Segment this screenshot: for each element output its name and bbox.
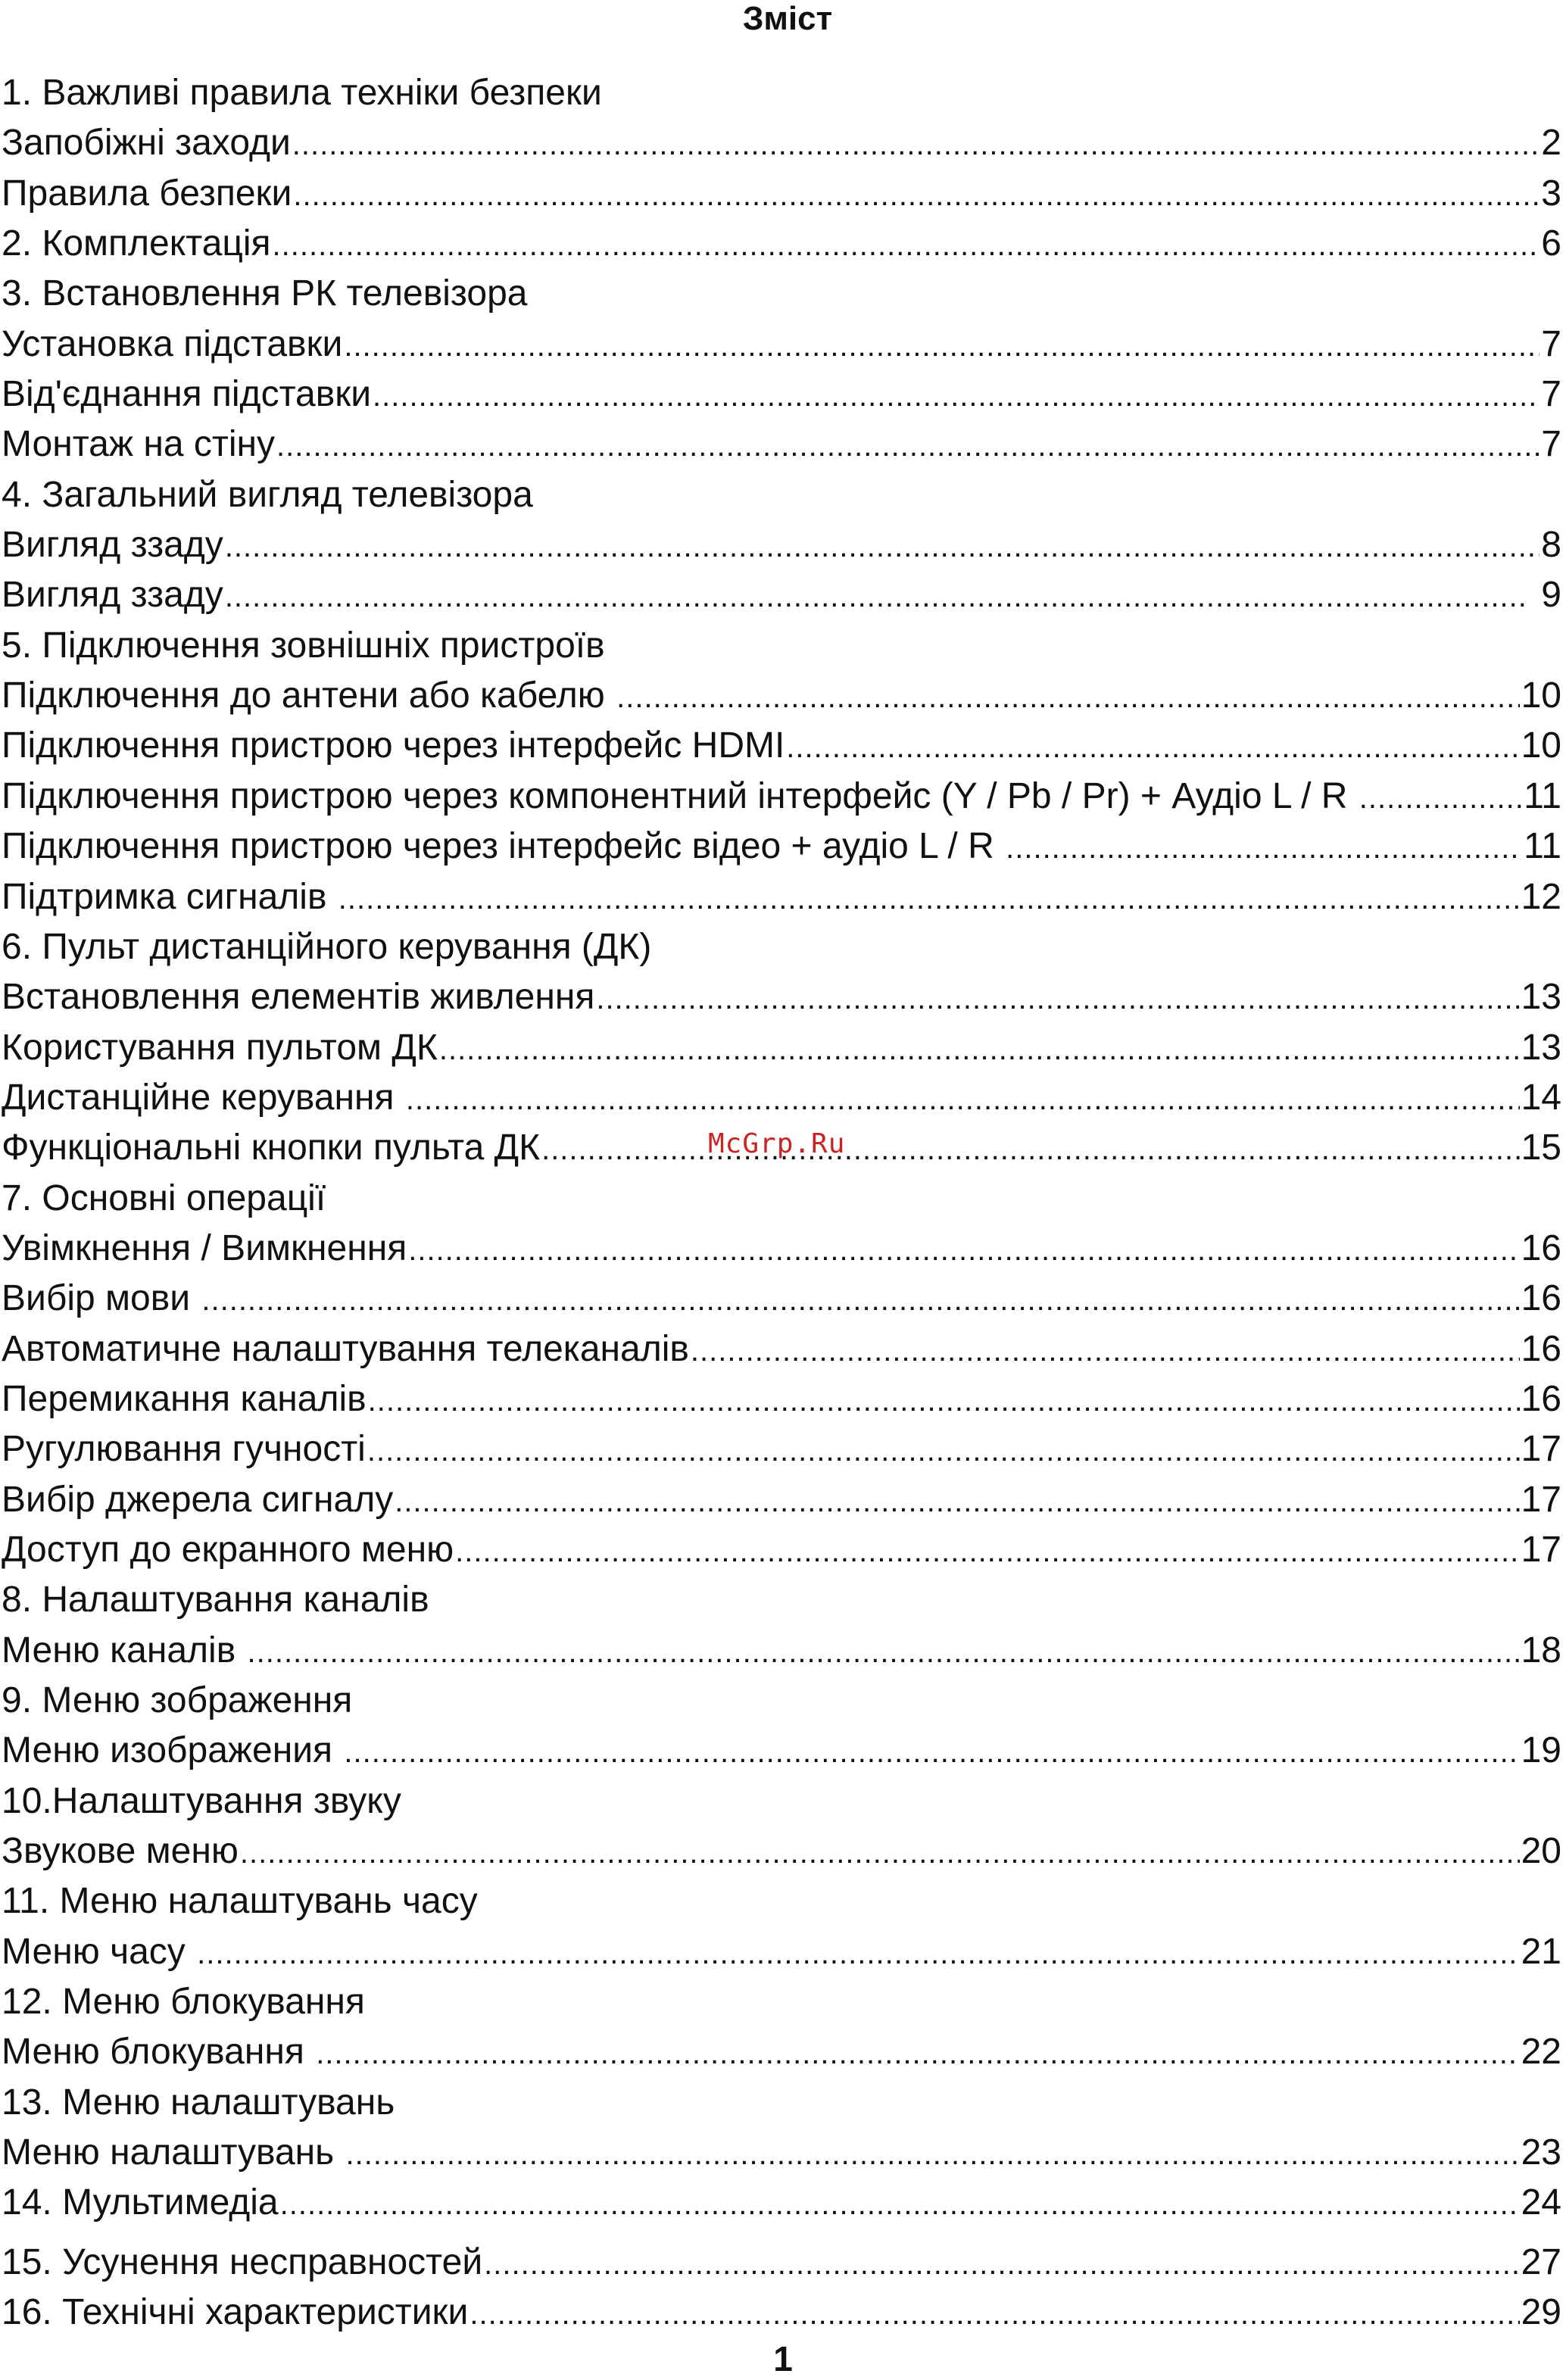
toc-entry[interactable]	[2, 1424, 1561, 1474]
toc-entry-label: Вибір мови	[2, 1278, 201, 1319]
toc-dot-leader	[292, 118, 1540, 170]
toc-entry-label: Меню изображения	[2, 1730, 343, 1771]
toc-entry-label: Автоматичне налаштування телеканалів	[2, 1328, 689, 1369]
toc-section-heading[interactable]	[2, 1776, 1561, 1826]
toc-entry-page: 16	[1521, 1227, 1561, 1268]
toc-entry-page: 13	[1521, 1027, 1561, 1068]
toc-entry-label: Ругулювання гучності	[2, 1429, 366, 1470]
toc-entry-page: 17	[1521, 1429, 1561, 1470]
toc-entry-page: 24	[1521, 2182, 1561, 2223]
toc-entry-label: Підключення пристрою через інтерфейс відео + аудіо L / R	[2, 826, 1005, 867]
toc-entry-label: 13. Меню налаштувань	[2, 2082, 395, 2123]
toc-entry-label: Звукове меню	[2, 1831, 239, 1872]
toc-entry-label: 2. Комплектація	[2, 223, 271, 264]
toc-dot-leader	[276, 420, 1539, 471]
toc-entry[interactable]	[2, 1475, 1561, 1525]
toc-entry-page: 13	[1521, 977, 1561, 1018]
toc-dot-leader	[280, 2178, 1520, 2229]
toc-entry-page: 10	[1521, 725, 1561, 766]
toc-entry[interactable]	[2, 420, 1561, 469]
toc-dot-leader	[373, 370, 1539, 421]
toc-entry[interactable]	[2, 972, 1561, 1022]
toc-entry-label: Встановлення елементів живлення	[2, 977, 595, 1018]
toc-dot-leader	[368, 1374, 1520, 1426]
toc-entry-page: 6	[1541, 223, 1561, 264]
toc-entry-label: Від'єднання підставки	[2, 374, 372, 415]
toc-entry[interactable]	[2, 1927, 1561, 1977]
toc-entry-page: 18	[1521, 1630, 1561, 1670]
toc-entry-page: 19	[1521, 1730, 1561, 1771]
toc-entry[interactable]	[2, 118, 1561, 168]
toc-entry-page: 23	[1521, 2132, 1561, 2173]
toc-entry[interactable]	[2, 721, 1561, 771]
toc-entry-page: 9	[1530, 575, 1561, 616]
toc-entry-label: 7. Основні операції	[2, 1178, 326, 1218]
toc-entry[interactable]	[2, 1224, 1561, 1274]
toc-entry[interactable]	[2, 1073, 1561, 1123]
toc-entry-label: Увімкнення / Вимкнення	[2, 1227, 407, 1268]
toc-entry-label: Вигляд ззаду	[2, 525, 223, 566]
toc-entry-page: 17	[1521, 1479, 1561, 1520]
toc-entry-page: 2	[1541, 123, 1561, 164]
toc-entry[interactable]	[2, 2128, 1561, 2178]
toc-entry-page: 3	[1541, 173, 1561, 214]
toc-section-heading[interactable]	[2, 621, 1561, 671]
toc-entry-label: Підключення пристрою через компонентний інтерфейс (Y / Pb / Pr) + Аудіо L / R	[2, 775, 1358, 816]
toc-entry-page: 8	[1541, 525, 1561, 566]
toc-section-heading[interactable]	[2, 1174, 1561, 1224]
toc-dot-leader	[316, 2027, 1519, 2079]
toc-dot-leader	[346, 2128, 1520, 2179]
toc-entry-page: 17	[1521, 1529, 1561, 1570]
toc-dot-leader	[201, 1274, 1519, 1325]
toc-dot-leader	[406, 1073, 1520, 1124]
toc-entry[interactable]	[2, 320, 1561, 370]
toc-entry-label: 14. Мультимедіа	[2, 2182, 279, 2223]
toc-dot-leader	[1006, 822, 1522, 873]
toc-entry-page: 7	[1541, 424, 1561, 465]
toc-entry-page: 15	[1521, 1128, 1561, 1168]
toc-dot-leader	[541, 1123, 1520, 1174]
toc-entry-label: Правила безпеки	[2, 173, 292, 214]
toc-dot-leader	[596, 972, 1519, 1024]
toc-section-heading[interactable]	[2, 1977, 1561, 2027]
toc-entry-label: Меню налаштувань	[2, 2132, 345, 2173]
toc-entry-page: 29	[1521, 2292, 1561, 2333]
toc-entry-label: Функціональні кнопки пульта ДК	[2, 1128, 541, 1168]
toc-entry-page: 22	[1521, 2032, 1561, 2073]
toc-entry-label: Меню блокування	[2, 2032, 315, 2073]
toc-entry-label: 1. Важливі правила техніки безпеки	[2, 73, 602, 113]
toc-entry-label: 16. Технічні характеристики	[2, 2292, 469, 2333]
toc-entry-label: 12. Меню блокування	[2, 1982, 365, 2023]
toc-entry-page: 27	[1521, 2241, 1561, 2282]
toc-entry-page: 11	[1524, 775, 1561, 816]
toc-section-heading[interactable]	[2, 269, 1561, 319]
toc-entry-label: Доступ до екранного меню	[2, 1529, 454, 1570]
toc-section-heading[interactable]	[2, 470, 1561, 520]
toc-dot-leader	[395, 1475, 1519, 1527]
toc-dot-leader	[455, 1525, 1519, 1577]
toc-dot-leader	[240, 1826, 1520, 1878]
toc-entry-label: Вигляд ззаду	[2, 575, 223, 616]
toc-entry-page: 16	[1521, 1378, 1561, 1419]
toc-dot-leader	[616, 671, 1519, 722]
toc-entry-label: 11. Меню налаштувань часу	[2, 1881, 478, 1922]
toc-section-heading[interactable]	[2, 2078, 1561, 2128]
toc-entry-label: 9. Меню зображення	[2, 1680, 353, 1720]
watermark: McGrp.Ru	[708, 1128, 846, 1159]
toc-entry-label: 4. Загальний вигляд телевізора	[2, 474, 533, 515]
toc-entry-label: 10.Налаштування звуку	[2, 1780, 401, 1821]
toc-section-heading[interactable]	[2, 1676, 1561, 1726]
toc-section-heading[interactable]	[2, 68, 1561, 118]
page-number: 1	[773, 2339, 793, 2378]
toc-entry[interactable]	[2, 1826, 1561, 1876]
toc-entry[interactable]	[2, 822, 1561, 872]
toc-entry-label: Меню часу	[2, 1931, 196, 1972]
toc-entry[interactable]	[2, 2238, 1561, 2288]
toc-entry[interactable]	[2, 1525, 1561, 1575]
toc-entry-page: 11	[1524, 826, 1561, 867]
toc-dot-leader	[786, 721, 1519, 772]
toc-entry-label: Монтаж на стіну	[2, 424, 276, 465]
page-title: Зміст	[742, 0, 833, 37]
toc-dot-leader	[197, 1927, 1520, 1979]
toc-entry-label: 3. Встановлення РК телевізора	[2, 273, 528, 314]
toc-entry[interactable]	[2, 872, 1561, 922]
toc-dot-leader	[367, 1424, 1520, 1476]
toc-entry-label: 5. Підключення зовнішніх пристроїв	[2, 625, 605, 666]
toc-entry[interactable]	[2, 671, 1561, 721]
toc-entry-label: Підключення до антени або кабелю	[2, 675, 616, 716]
toc-entry[interactable]	[2, 2288, 1561, 2338]
toc-entry-page: 7	[1541, 374, 1561, 415]
toc-entry[interactable]	[2, 1726, 1561, 1776]
toc-entry[interactable]	[2, 1626, 1561, 1676]
toc-entry[interactable]	[2, 1023, 1561, 1073]
toc-entry[interactable]	[2, 169, 1561, 219]
toc-dot-leader	[484, 2238, 1519, 2289]
toc-entry-label: 8. Налаштування каналів	[2, 1580, 429, 1620]
toc-entry-page: 20	[1521, 1831, 1561, 1872]
toc-entry-page: 7	[1541, 323, 1561, 364]
toc-entry-label: Перемикання каналів	[2, 1378, 367, 1419]
toc-entry-label: Дистанційне керування	[2, 1077, 404, 1118]
toc-entry-label: 15. Усунення несправностей	[2, 2241, 483, 2282]
toc-dot-leader	[225, 570, 1530, 622]
toc-section-heading[interactable]	[2, 1876, 1561, 1926]
toc-entry[interactable]	[2, 570, 1561, 620]
toc-dot-leader	[344, 320, 1539, 371]
toc-entry-page: 16	[1521, 1328, 1561, 1369]
toc-entry-label: Вибір джерела сигналу	[2, 1479, 394, 1520]
toc-entry-label: Підключення пристрою через інтерфейс HDMI	[2, 725, 785, 766]
toc-entry-label: Користування пультом ДК	[2, 1027, 438, 1068]
toc-entry[interactable]	[2, 1374, 1561, 1424]
toc-dot-leader	[273, 219, 1540, 270]
toc-entry-page: 12	[1521, 876, 1561, 917]
table-of-contents	[2, 68, 1561, 2338]
toc-section-heading[interactable]	[2, 1575, 1561, 1625]
toc-dot-leader	[1359, 772, 1522, 823]
toc-dot-leader	[408, 1224, 1519, 1275]
toc-dot-leader	[293, 169, 1539, 220]
toc-dot-leader	[691, 1324, 1520, 1376]
toc-dot-leader	[469, 2288, 1519, 2339]
toc-entry-label: Запобіжні заходи	[2, 123, 291, 164]
toc-entry[interactable]	[2, 2027, 1561, 2077]
toc-entry-page: 16	[1521, 1278, 1561, 1319]
toc-dot-leader	[338, 872, 1520, 924]
toc-dot-leader	[344, 1726, 1519, 1777]
toc-entry-page: 14	[1521, 1077, 1561, 1118]
toc-entry[interactable]	[2, 370, 1561, 420]
toc-section-heading[interactable]	[2, 922, 1561, 972]
toc-entry-label: 6. Пульт дистанційного керування (ДК)	[2, 926, 652, 967]
toc-entry[interactable]	[2, 219, 1561, 269]
toc-entry[interactable]	[2, 520, 1561, 570]
toc-entry[interactable]	[2, 2178, 1561, 2228]
toc-entry[interactable]	[2, 772, 1561, 822]
toc-dot-leader	[248, 1626, 1520, 1677]
toc-entry-label: Підтримка сигналів	[2, 876, 337, 917]
toc-entry-page: 10	[1521, 675, 1561, 716]
toc-entry-page: 21	[1521, 1931, 1561, 1972]
toc-entry[interactable]	[2, 1274, 1561, 1324]
toc-dot-leader	[439, 1023, 1520, 1075]
toc-entry-label: Установка підставки	[2, 323, 343, 364]
toc-dot-leader	[225, 520, 1539, 572]
toc-entry[interactable]	[2, 1324, 1561, 1374]
toc-entry-label: Меню каналів	[2, 1630, 246, 1670]
